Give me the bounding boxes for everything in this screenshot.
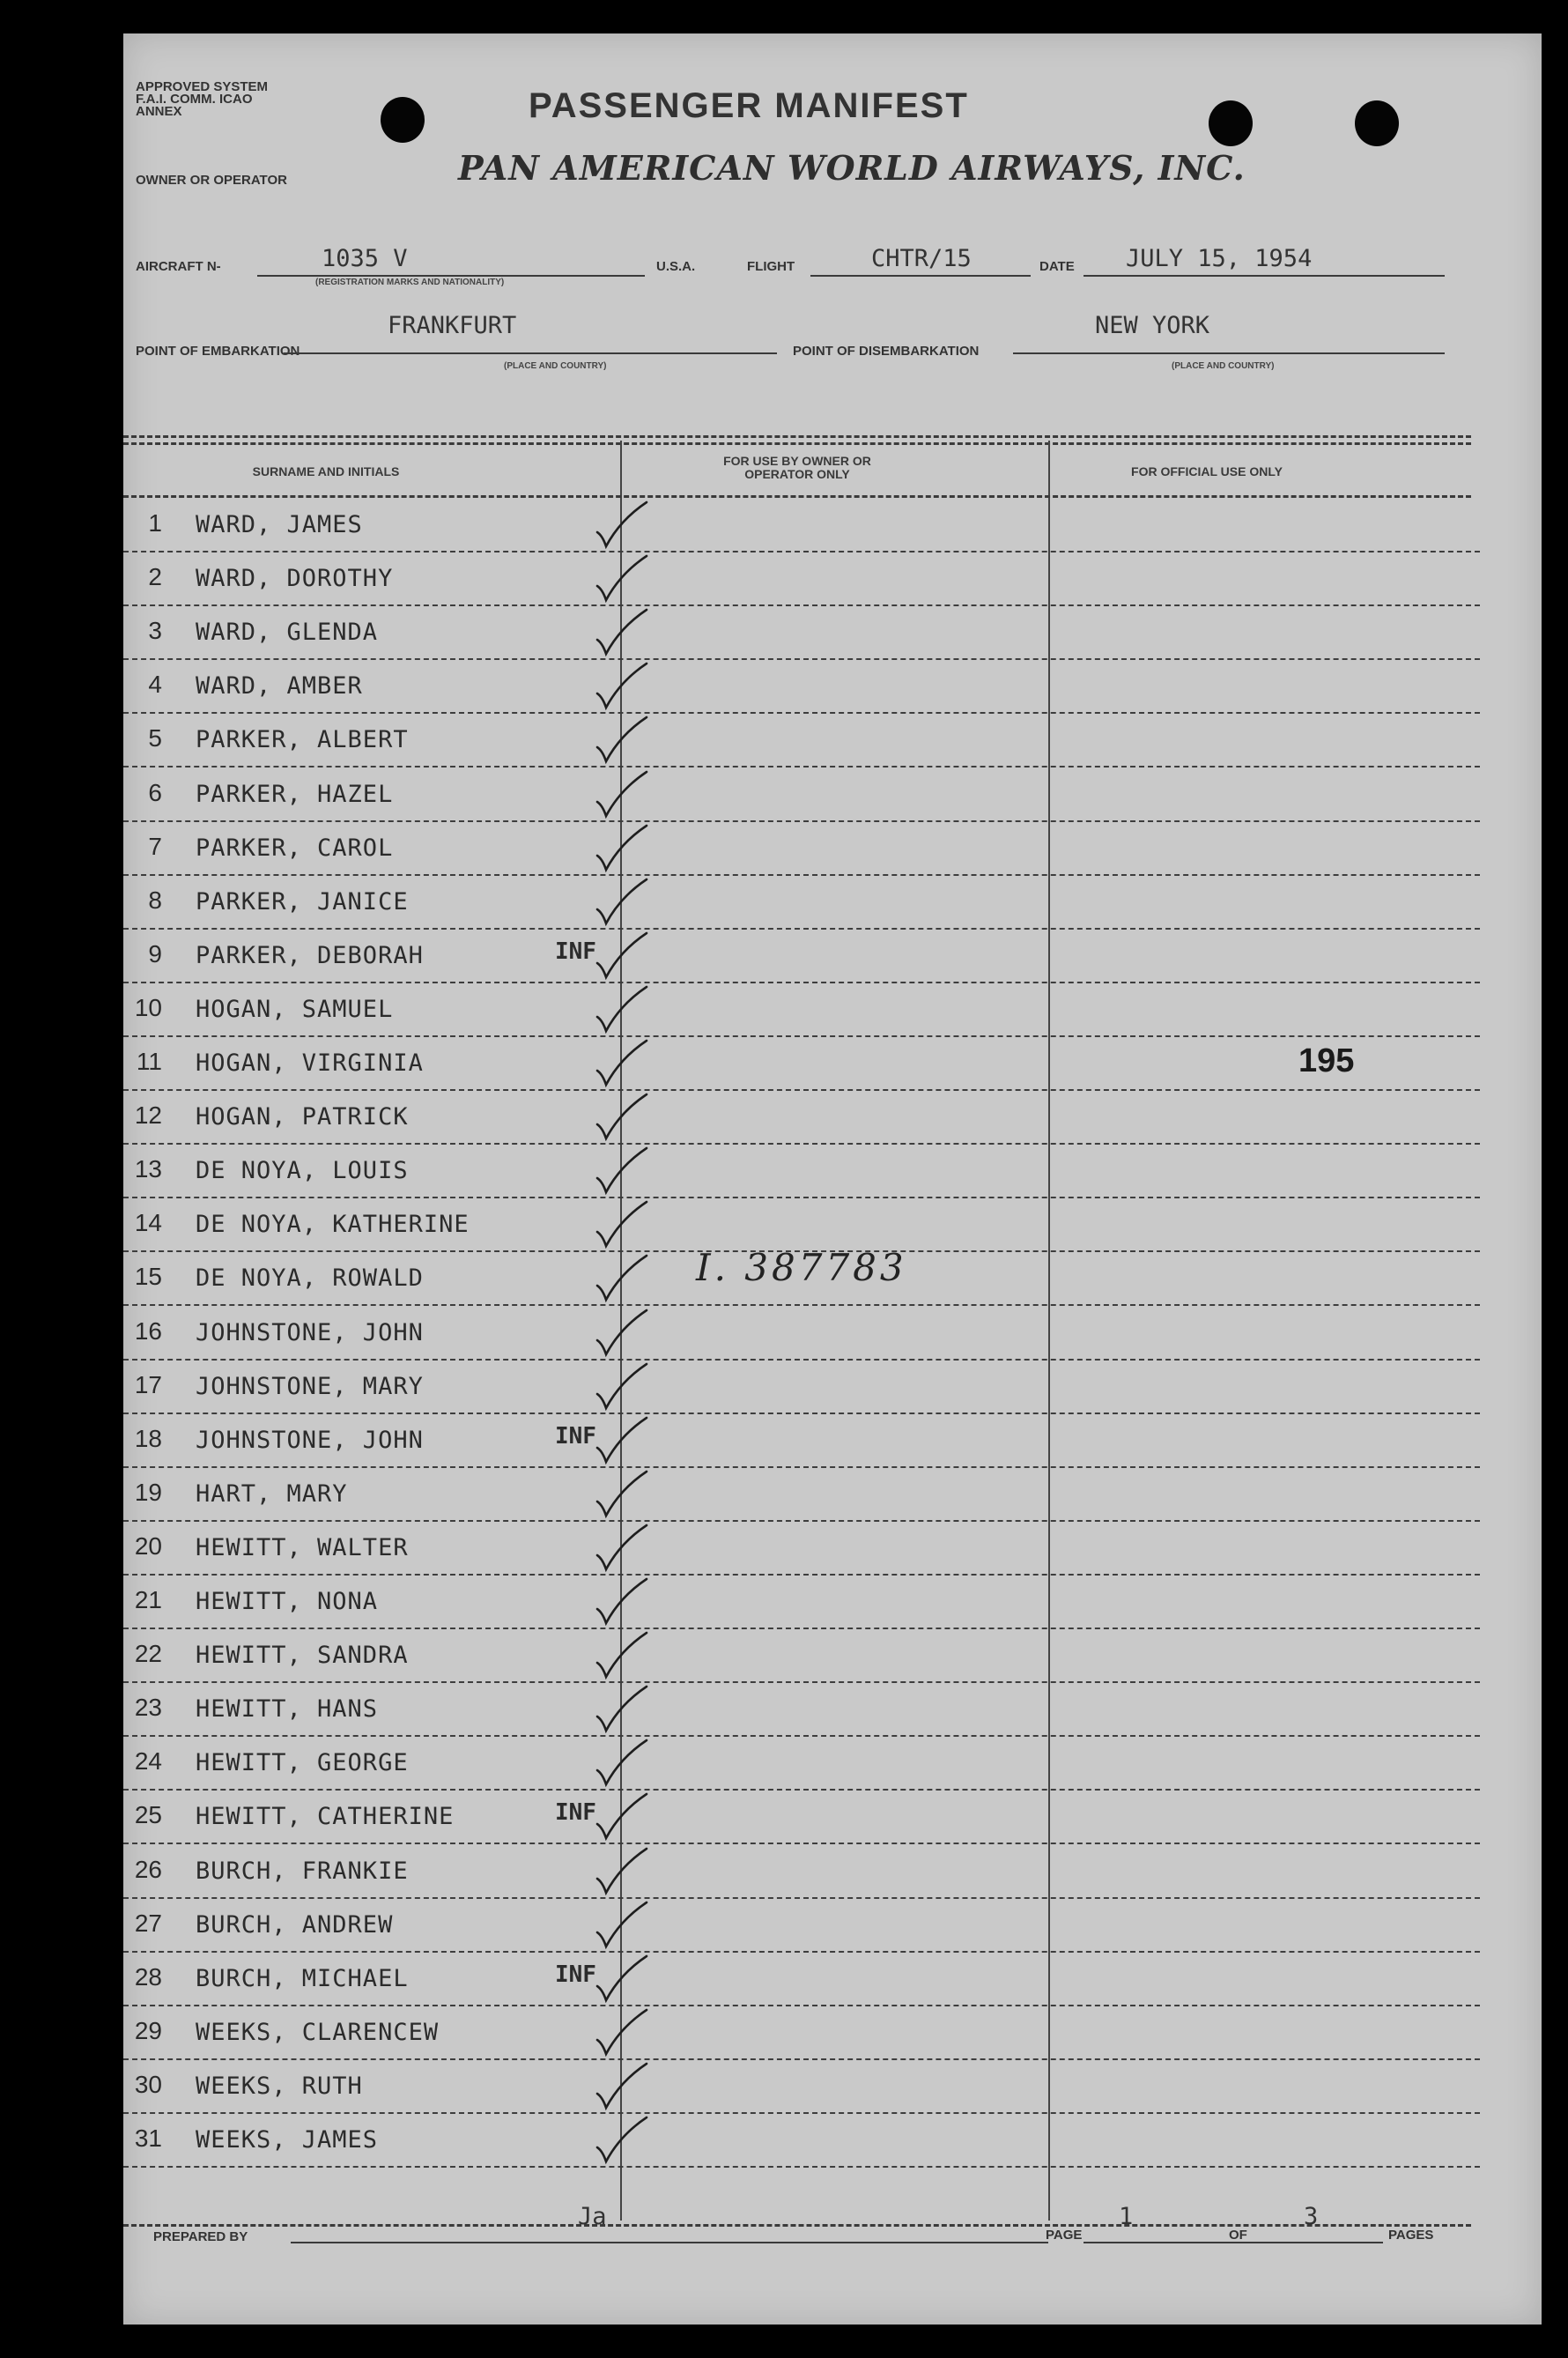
- owner-handwritten-note: I. 387783: [696, 1246, 907, 1289]
- table-row: [123, 2114, 1462, 2168]
- row-number: 15: [134, 1263, 162, 1291]
- aircraft-label: AIRCRAFT N-: [136, 259, 221, 274]
- table-row: [123, 1683, 1462, 1737]
- check-mark-icon: [590, 820, 652, 877]
- table-row: [123, 499, 1462, 552]
- table-row: [123, 930, 1462, 983]
- check-mark-icon: [590, 1789, 652, 1845]
- table-row: [123, 1198, 1462, 1252]
- table-top-rule-1: [123, 435, 1471, 438]
- table-row: [123, 1845, 1462, 1899]
- row-number: 24: [134, 1747, 162, 1776]
- passenger-name: WEEKS, CLARENCEW: [196, 2018, 440, 2046]
- page-label: PAGE: [1046, 2228, 1083, 2243]
- infant-marker: INF: [555, 1799, 596, 1827]
- passenger-name: JOHNSTONE, JOHN: [196, 1318, 424, 1346]
- embark-underline: [284, 352, 777, 354]
- check-mark-icon: [590, 1359, 652, 1415]
- check-mark-icon: [590, 1197, 652, 1253]
- check-mark-icon: [590, 2058, 652, 2115]
- flight-label: FLIGHT: [747, 259, 795, 274]
- row-number: 25: [134, 1801, 162, 1829]
- passenger-name: WARD, AMBER: [196, 672, 363, 701]
- check-mark-icon: [590, 2112, 652, 2169]
- check-mark-icon: [590, 928, 652, 984]
- check-mark-icon: [590, 874, 652, 931]
- row-number: 19: [134, 1478, 162, 1506]
- row-number: 6: [148, 778, 162, 806]
- approval-stamp-text: APPROVED SYSTEM F.A.I. COMM. ICAO ANNEX: [136, 79, 269, 119]
- table-row: [123, 1629, 1462, 1683]
- of-value: 3: [1304, 2203, 1319, 2230]
- table-row: [123, 1791, 1462, 1844]
- table-row: [123, 1145, 1462, 1198]
- table-row: [123, 822, 1462, 876]
- passenger-name: HEWITT, CATHERINE: [196, 1803, 455, 1831]
- flight-value: CHTR/15: [871, 245, 972, 272]
- check-mark-icon: [590, 1466, 652, 1523]
- passenger-name: HEWITT, HANS: [196, 1695, 379, 1724]
- owner-label: OWNER OR OPERATOR: [136, 173, 287, 188]
- document-title: PASSENGER MANIFEST: [529, 86, 969, 125]
- passenger-name: WARD, GLENDA: [196, 619, 379, 647]
- passenger-name: HOGAN, VIRGINIA: [196, 1049, 424, 1077]
- prepared-value: Ja: [578, 2203, 607, 2230]
- check-mark-icon: [590, 982, 652, 1038]
- row-number: 17: [134, 1370, 162, 1398]
- row-number: 11: [136, 1048, 162, 1075]
- table-row: [123, 1091, 1462, 1145]
- aircraft-underline: [257, 275, 645, 277]
- row-number: 26: [134, 1855, 162, 1883]
- embark-place-note: (PLACE AND COUNTRY): [504, 361, 607, 371]
- passenger-name: DE NOYA, ROWALD: [196, 1264, 424, 1293]
- row-number: 30: [134, 2070, 162, 2098]
- table-row: [123, 1414, 1462, 1468]
- operator-name: PAN AMERICAN WORLD AIRWAYS, INC.: [458, 148, 1246, 188]
- passenger-name: PARKER, DEBORAH: [196, 941, 424, 969]
- prepared-underline: [291, 2242, 1048, 2243]
- check-mark-icon: [590, 1574, 652, 1630]
- aircraft-value: 1035 V: [322, 245, 408, 272]
- passenger-name: PARKER, HAZEL: [196, 780, 394, 808]
- check-mark-icon: [590, 497, 652, 553]
- row-number: 12: [134, 1101, 162, 1130]
- table-bottom-rule: [123, 2224, 1471, 2227]
- table-row: [123, 1361, 1462, 1414]
- table-row: [123, 1468, 1462, 1522]
- row-number: 4: [148, 671, 162, 699]
- date-label: DATE: [1039, 259, 1075, 274]
- row-number: 3: [148, 617, 162, 645]
- table-top-rule-2: [123, 442, 1471, 445]
- check-mark-icon: [590, 1143, 652, 1199]
- passenger-name: JOHNSTONE, JOHN: [196, 1426, 424, 1454]
- row-number: 22: [134, 1640, 162, 1668]
- table-row: [123, 2006, 1462, 2060]
- prepared-label: PREPARED BY: [153, 2229, 248, 2244]
- check-mark-icon: [590, 1305, 652, 1361]
- check-mark-icon: [590, 1520, 652, 1576]
- row-rule: [123, 2166, 1480, 2168]
- passenger-name: DE NOYA, KATHERINE: [196, 1211, 470, 1239]
- passenger-name: HEWITT, GEORGE: [196, 1749, 409, 1777]
- infant-marker: INF: [555, 1961, 596, 1988]
- disembark-label: POINT OF DISEMBARKATION: [793, 344, 980, 359]
- passenger-name: WEEKS, JAMES: [196, 2126, 379, 2154]
- passenger-name: HEWITT, SANDRA: [196, 1642, 409, 1670]
- check-mark-icon: [590, 1628, 652, 1684]
- row-number: 27: [134, 1909, 162, 1937]
- table-row: [123, 1037, 1462, 1091]
- embark-label: POINT OF EMBARKATION: [136, 344, 300, 359]
- passenger-name: WARD, JAMES: [196, 511, 363, 538]
- date-underline: [1084, 275, 1445, 277]
- infant-marker: INF: [555, 938, 596, 965]
- passenger-name: BURCH, ANDREW: [196, 1910, 394, 1939]
- table-row: [123, 1953, 1462, 2006]
- row-number: 1: [148, 509, 162, 537]
- punch-hole-right: [1355, 100, 1399, 146]
- page-underline: [1084, 2242, 1383, 2243]
- table-row: [123, 660, 1462, 714]
- row-number: 14: [134, 1209, 162, 1237]
- passenger-name: PARKER, ALBERT: [196, 726, 409, 754]
- pages-label: PAGES: [1388, 2228, 1434, 2243]
- manifest-page: [123, 33, 1542, 2325]
- row-number: 29: [134, 2016, 162, 2044]
- registration-note: (REGISTRATION MARKS AND NATIONALITY): [315, 278, 505, 287]
- row-number: 8: [148, 886, 162, 914]
- check-mark-icon: [590, 658, 652, 715]
- table-row: [123, 714, 1462, 767]
- passenger-name: BURCH, FRANKIE: [196, 1857, 409, 1885]
- row-number: 21: [134, 1586, 162, 1613]
- check-mark-icon: [590, 712, 652, 768]
- table-header-rule: [123, 495, 1471, 498]
- passenger-name: JOHNSTONE, MARY: [196, 1372, 424, 1400]
- infant-marker: INF: [555, 1422, 596, 1450]
- check-mark-icon: [590, 1681, 652, 1738]
- passenger-name: HART, MARY: [196, 1479, 348, 1508]
- passenger-name: HEWITT, NONA: [196, 1588, 379, 1615]
- passenger-name: PARKER, CAROL: [196, 834, 394, 862]
- table-row: [123, 1576, 1462, 1629]
- check-mark-icon: [590, 551, 652, 607]
- table-row: [123, 1522, 1462, 1576]
- check-mark-icon: [590, 1735, 652, 1791]
- row-number: 28: [134, 1962, 162, 1991]
- passenger-name: WARD, DOROTHY: [196, 565, 394, 593]
- punch-hole-left: [381, 97, 425, 143]
- passenger-name: BURCH, MICHAEL: [196, 1964, 409, 1992]
- disembark-underline: [1013, 352, 1445, 354]
- check-mark-icon: [590, 1413, 652, 1469]
- row-number: 31: [134, 2124, 162, 2152]
- row-number: 13: [134, 1155, 162, 1183]
- table-row: [123, 2060, 1462, 2114]
- check-mark-icon: [590, 1250, 652, 1307]
- row-number: 5: [148, 724, 162, 753]
- passenger-name: HOGAN, PATRICK: [196, 1103, 409, 1131]
- check-mark-icon: [590, 1843, 652, 1900]
- passenger-name: HEWITT, WALTER: [196, 1533, 409, 1561]
- official-number: 195: [1298, 1042, 1355, 1079]
- punch-hole-middle: [1209, 100, 1253, 146]
- surname-column-header: SURNAME AND INITIALS: [252, 464, 400, 478]
- row-number: 18: [134, 1424, 162, 1452]
- table-row: [123, 552, 1462, 606]
- disembark-place-note: (PLACE AND COUNTRY): [1172, 361, 1275, 371]
- check-mark-icon: [590, 1897, 652, 1954]
- check-mark-icon: [590, 1951, 652, 2007]
- table-row: [123, 983, 1462, 1037]
- date-value: JULY 15, 1954: [1126, 245, 1313, 272]
- passenger-name: DE NOYA, LOUIS: [196, 1157, 409, 1185]
- embark-value: FRANKFURT: [388, 312, 517, 339]
- table-row: [123, 606, 1462, 660]
- check-mark-icon: [590, 2005, 652, 2061]
- passenger-name: HOGAN, SAMUEL: [196, 995, 394, 1023]
- table-row: [123, 1307, 1462, 1361]
- disembark-value: NEW YORK: [1095, 312, 1210, 339]
- flight-underline: [810, 275, 1031, 277]
- of-label: OF: [1229, 2228, 1247, 2243]
- check-mark-icon: [590, 1035, 652, 1092]
- check-mark-icon: [590, 1089, 652, 1146]
- page-value: 1: [1119, 2203, 1134, 2230]
- row-number: 9: [148, 939, 162, 968]
- row-number: 10: [134, 993, 162, 1021]
- table-row: [123, 768, 1462, 822]
- row-number: 23: [134, 1694, 162, 1722]
- passenger-name: WEEKS, RUTH: [196, 2072, 363, 2100]
- owner-use-column-header: FOR USE BY OWNER OR OPERATOR ONLY: [723, 454, 871, 481]
- passenger-name: PARKER, JANICE: [196, 887, 409, 916]
- official-use-column-header: FOR OFFICIAL USE ONLY: [1131, 464, 1283, 478]
- usa-label: U.S.A.: [656, 259, 696, 274]
- table-row: [123, 1899, 1462, 1953]
- table-row: [123, 876, 1462, 930]
- row-number: 16: [134, 1316, 162, 1345]
- row-number: 7: [148, 832, 162, 860]
- check-mark-icon: [590, 604, 652, 661]
- check-mark-icon: [590, 767, 652, 823]
- table-row: [123, 1737, 1462, 1791]
- row-number: 20: [134, 1531, 162, 1560]
- row-number: 2: [148, 563, 162, 591]
